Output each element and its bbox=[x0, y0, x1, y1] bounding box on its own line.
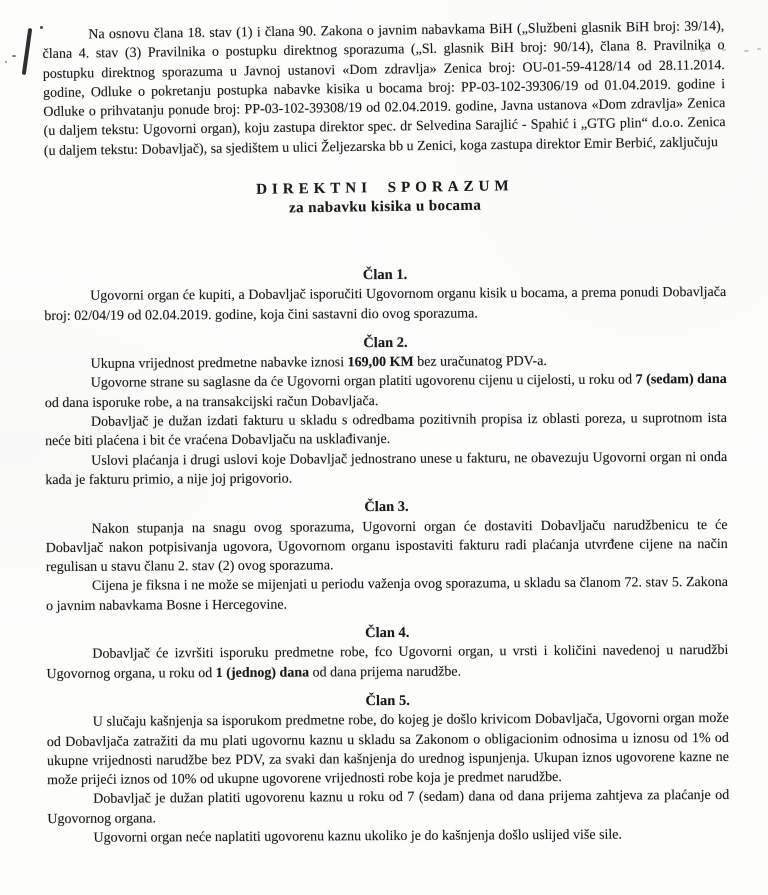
article-4-heading: Član 4. bbox=[365, 624, 410, 641]
text-segment: Uslovi plaćanja i drugi uslovi koje Dobavljač jednostrano unese u fakturu, ne obavezuju Ugovorni organ ni onda kada je fakturu primio, a nije joj prigovorio. bbox=[45, 449, 728, 488]
document-title: DIREKTNI SPORAZUM bbox=[256, 178, 514, 198]
text-segment: Ukupna vrijednost predmetne nabavke iznosi bbox=[90, 355, 348, 372]
articles-container bbox=[44, 264, 730, 848]
article-2-heading: Član 2. bbox=[363, 334, 408, 351]
text-segment: bez uračunatog PDV-a. bbox=[413, 353, 547, 370]
text-segment: Dobavljač je dužan platiti ugovorenu kaznu u roku od 7 (sedam) dana od dana prijema zahtjeva za plaćanje od Ugovornog organa. bbox=[47, 788, 730, 827]
scan-noise-dash-icon bbox=[757, 48, 761, 50]
text-segment: Dobavljač će izvršiti isporuku predmetne robe, fco Ugovorni organ, u vrsti i količini navedenoj u narudžbi Ugovornog organa, u roku od bbox=[46, 642, 729, 682]
article-clan-4 bbox=[46, 622, 728, 684]
text-segment: Nakon stupanja na snagu ovog sporazuma, Ugovorni organ će dostaviti Dobavljaču narudžbenicu te će Dobavljač nakon potpisivanja ugovora, Ugovornom organu ispostaviti fakturu radi plaćanja utvrđene cijene na način regulisan u stavu članu 2. stav (2) ovog sporazuma. bbox=[45, 517, 728, 575]
text-segment-bold: 1 (jednog) dana bbox=[215, 664, 310, 681]
article-5-heading: Član 5. bbox=[365, 692, 410, 709]
article-1-heading: Član 1. bbox=[362, 266, 408, 283]
text-segment: U slučaju kašnjenja sa isporukom predmetne robe, do kojeg je došlo krivicom Dobavljača, Ugovorni organ može od Dobavljača zatražiti da mu plati ugovornu kaznu u skladu sa Zakonom o obligacionim odnosima u iznosu od 1% od ukupne vrijednosti narudžbe bez PDV, za svaki dan kašnjenja do urednog ispunjenja. Ukupan iznos ugovorene kazne ne može prijeći iznos od 10% od ukupne ugovorene vrijednosti robe koja je predmet narudžbe. bbox=[46, 710, 730, 788]
article-2-paragraph-2 bbox=[45, 370, 727, 413]
article-4-paragraph-1 bbox=[46, 641, 728, 684]
article-1-paragraph-1 bbox=[44, 283, 726, 326]
text-segment: od dana isporuke robe, a na transakcijski račun Dobavljača. bbox=[44, 393, 379, 411]
article-clan-5 bbox=[47, 690, 730, 849]
text-segment: Dobavljač je dužan izdati fakturu u skladu s odredbama pozitivnih propisa iz oblasti poreza, u suprotnom ista neće biti plaćena i bit će vraćena Dobavljaču na usklađivanje. bbox=[45, 410, 727, 450]
document-subtitle: za nabavku kisika u bocama bbox=[288, 198, 482, 217]
article-clan-3 bbox=[45, 496, 728, 616]
article-2-paragraph-4 bbox=[45, 447, 727, 490]
scan-noise-dash-icon bbox=[744, 50, 749, 52]
article-5-paragraph-2 bbox=[47, 786, 729, 829]
article-clan-2 bbox=[44, 331, 727, 490]
ink-speck-icon bbox=[12, 55, 16, 57]
text-segment: Cijena je fiksna i ne može se mijenjati u periodu važenja ovog sporazuma, u skladu sa članom 72. stav 5. Zakona o javnim nabavkama Bosne i Hercegovine. bbox=[46, 575, 728, 614]
article-3-heading: Član 3. bbox=[364, 498, 409, 516]
text-segment: Ugovorne strane su saglasne da će Ugovorni organ platiti ugovorenu cijenu u cijelosti, u roku od bbox=[90, 372, 636, 391]
text-segment-bold: 169,00 KM bbox=[347, 354, 414, 371]
text-segment-bold: 7 (sedam) dana bbox=[635, 372, 727, 388]
handwritten-slash-mark-icon bbox=[22, 28, 33, 75]
text-segment: Ugovorni organ će kupiti, a Dobavljač isporučiti Ugovornom organu kisik u bocama, a prema ponudi Dobavljača broj: 02/04/19 od 02.04.2019. godine, koja čini sastavni dio ovog sporazuma. bbox=[44, 284, 727, 324]
article-clan-1 bbox=[44, 264, 726, 326]
ink-speck-icon bbox=[5, 61, 7, 63]
article-3-paragraph-1 bbox=[46, 515, 728, 577]
article-3-paragraph-2 bbox=[46, 573, 728, 616]
text-segment: Ugovorni organ neće naplatiti ugovorenu kaznu ukoliko je do kašnjenja došlo uslijed više sile. bbox=[93, 827, 623, 846]
document-title-block bbox=[44, 174, 726, 222]
article-5-paragraph-1 bbox=[47, 709, 729, 790]
article-5-paragraph-3 bbox=[47, 825, 729, 848]
intro-paragraph: Na osnovu člana 18. stav (1) i člana 90. Zakona o javnim nabavkama BiH („Službeni glasnik BiH broj: 39/14), člana 4. stav (3) Pravilnika o postupku direktnog sporazuma („Sl. glasnik BiH broj: 90/14), člana 8. Pravilnika o postupku direktnog sporazuma u Javnoj ustanovi «Dom zdravlja» Zenica broj: OU-01-59-4128/14 od 28.11.2014. godine, Odluke o pokretanju postupka nabavke kisika u bocama broj: PP-03-102-39306/19 od 01.04.2019. godine i Odluke o prihvatanju ponude broj: PP-03-102-39308/19 od 02.04.2019. godine, Javna ustanova «Dom zdravlja» Zenica (u daljem tekstu: Ugovorni organ), koju zastupa direktor spec. dr Selvedina Sarajlić - Spahić i „GTG plin“ d.o.o. Zenica (u daljem tekstu: Dobavljač), sa sjedištem u ulici Željezarska bb u Zenici, koga zastupa direktor Emir Berbić, zaključuju bbox=[42, 19, 726, 159]
text-segment: od dana prijema narudžbe. bbox=[309, 663, 462, 680]
article-2-paragraph-3 bbox=[45, 409, 727, 452]
